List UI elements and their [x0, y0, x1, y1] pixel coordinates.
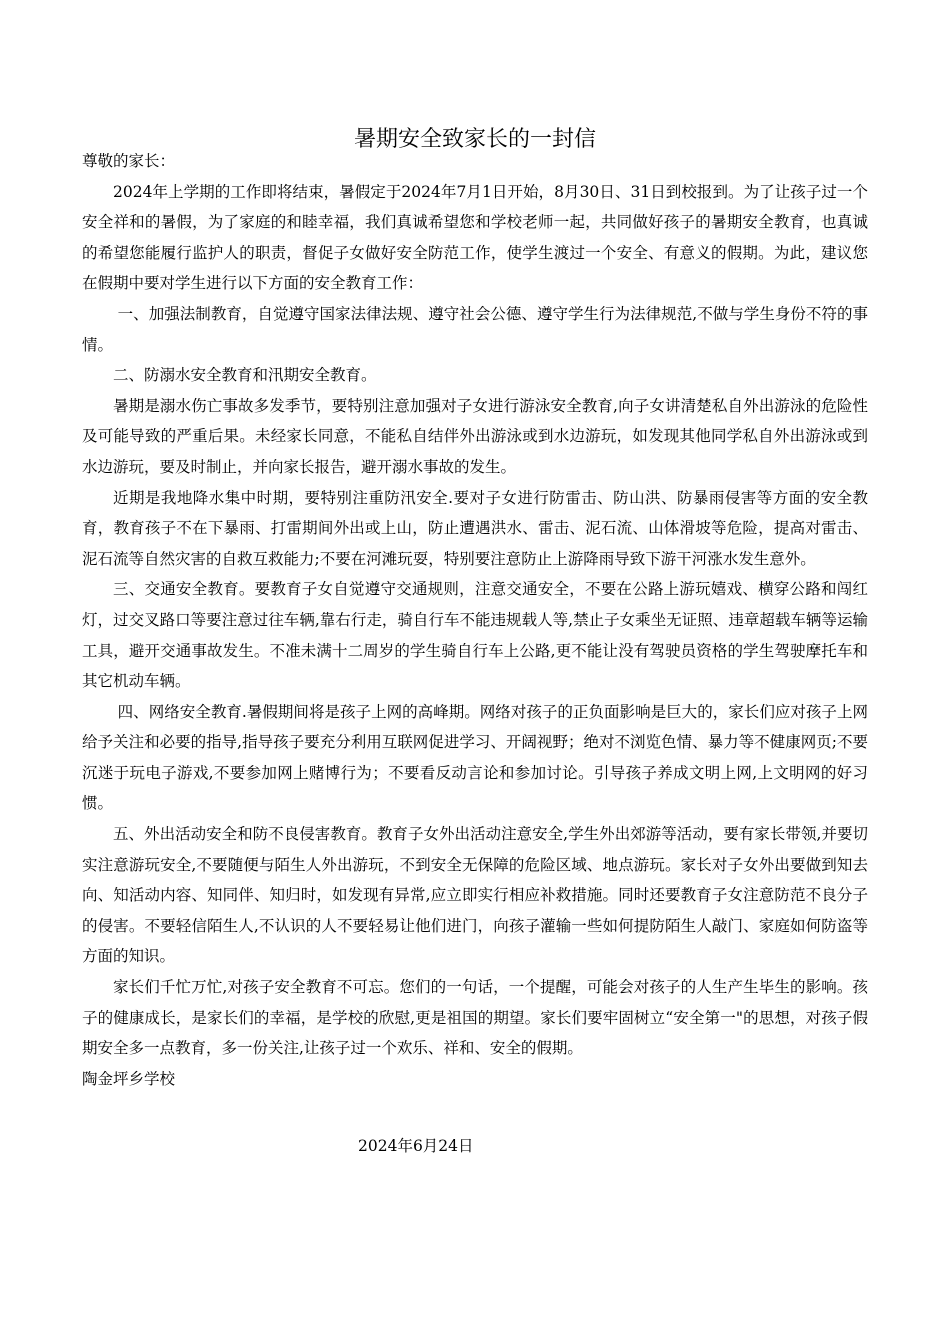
internet-safety-paragraph: 四、网络安全教育.暑假期间将是孩子上网的高峰期。网络对孩子的正负面影响是巨大的，家长们应对孩子上网给予关注和必要的指导,指导孩子要充分利用互联网促进学习、开阔视野；绝对不浏览色情、暴力等不健康网页;不要沉迷于玩电子游戏,不要参加网上赌博行为；不要看反动言论和参加讨论。引导孩子养成文明上网,上文明网的好习惯。: [82, 702, 868, 813]
school-signature: 陶金坪乡学校: [82, 1069, 176, 1088]
letter-title: 暑期安全致家长的一封信: [353, 126, 596, 152]
letter-body: [82, 146, 868, 1094]
salutation: 尊敬的家长：: [82, 152, 176, 170]
drowning-paragraph: 暑期是溺水伤亡事故多发季节，要特别注意加强对子女进行游泳安全教育,向子女讲清楚私自外出游泳的危险性及可能导致的严重后果。未经家长同意，不能私自结伴外出游泳或到水边游玩，如发现其他同学私自外出游泳或到水边游玩，要及时制止，并向家长报告，避开溺水事故的发生。: [82, 396, 868, 476]
flood-paragraph: 近期是我地降水集中时期，要特别注重防汛安全.要对子女进行防雷击、防山洪、防暴雨侵害等方面的安全教育，教育孩子不在下暴雨、打雷期间外出或上山，防止遭遇洪水、雷击、泥石流、山体滑坡等危险，提高对雷击、泥石流等自然灾害的自救互救能力;不要在河滩玩耍，特别要注意防止上游降雨导致下游干河涨水发生意外。: [82, 488, 868, 568]
closing-paragraph: 家长们千忙万忙,对孩子安全教育不可忘。您们的一句话，一个提醒，可能会对孩子的人生产生毕生的影响。孩子的健康成长，是家长们的幸福，是学校的欣慰,更是祖国的期望。家长们要牢固树立“安全第一"的思想，对孩子假期安全多一点教育，多一份关注,让孩子过一个欢乐、祥和、安全的假期。: [82, 978, 868, 1058]
letter-date: 2024年6月24日: [358, 1137, 474, 1155]
law-education-paragraph: 一、加强法制教育，自觉遵守国家法律法规、遵守社会公德、遵守学生行为法律规范,不做与学生身份不符的事情。: [82, 304, 868, 354]
intro-paragraph: 2024年上学期的工作即将结束，暑假定于2024年7月1日开始，8月30日、31日到校报到。为了让孩子过一个安全祥和的暑假，为了家庭的和睦幸福，我们真诚希望您和学校老师一起，共同做好孩子的暑期安全教育，也真诚的希望您能履行监护人的职责，督促子女做好安全防范工作，使学生渡过一个安全、有意义的假期。为此，建议您在假期中要对学生进行以下方面的安全教育工作：: [82, 182, 868, 293]
outdoor-safety-paragraph: 五、外出活动安全和防不良侵害教育。教育子女外出活动注意安全,学生外出郊游等活动，要有家长带领,并要切实注意游玩安全,不要随便与陌生人外出游玩，不到安全无保障的危险区域、地点游玩。家长对子女外出要做到知去向、知活动内容、知同伴、知归时，如发现有异常,应立即实行相应补救措施。同时还要教育子女注意防范不良分子的侵害。不要轻信陌生人,不认识的人不要轻易让他们进门，向孩子灌输一些如何提防陌生人敲门、家庭如何防盗等方面的知识。: [82, 825, 868, 966]
traffic-safety-paragraph: 三、交通安全教育。要教育子女自觉遵守交通规则，注意交通安全，不要在公路上游玩嬉戏、横穿公路和闯红灯，过交叉路口等要注意过往车辆,靠右行走，骑自行车不能违规载人等,禁止子女乘坐无证照、违章超载车辆等运输工具，避开交通事故发生。不准未满十二周岁的学生骑自行车上公路,更不能让没有驾驶员资格的学生驾驶摩托车和其它机动车辆。: [82, 580, 868, 691]
drowning-flood-heading: 二、防溺水安全教育和汛期安全教育。: [113, 366, 377, 385]
